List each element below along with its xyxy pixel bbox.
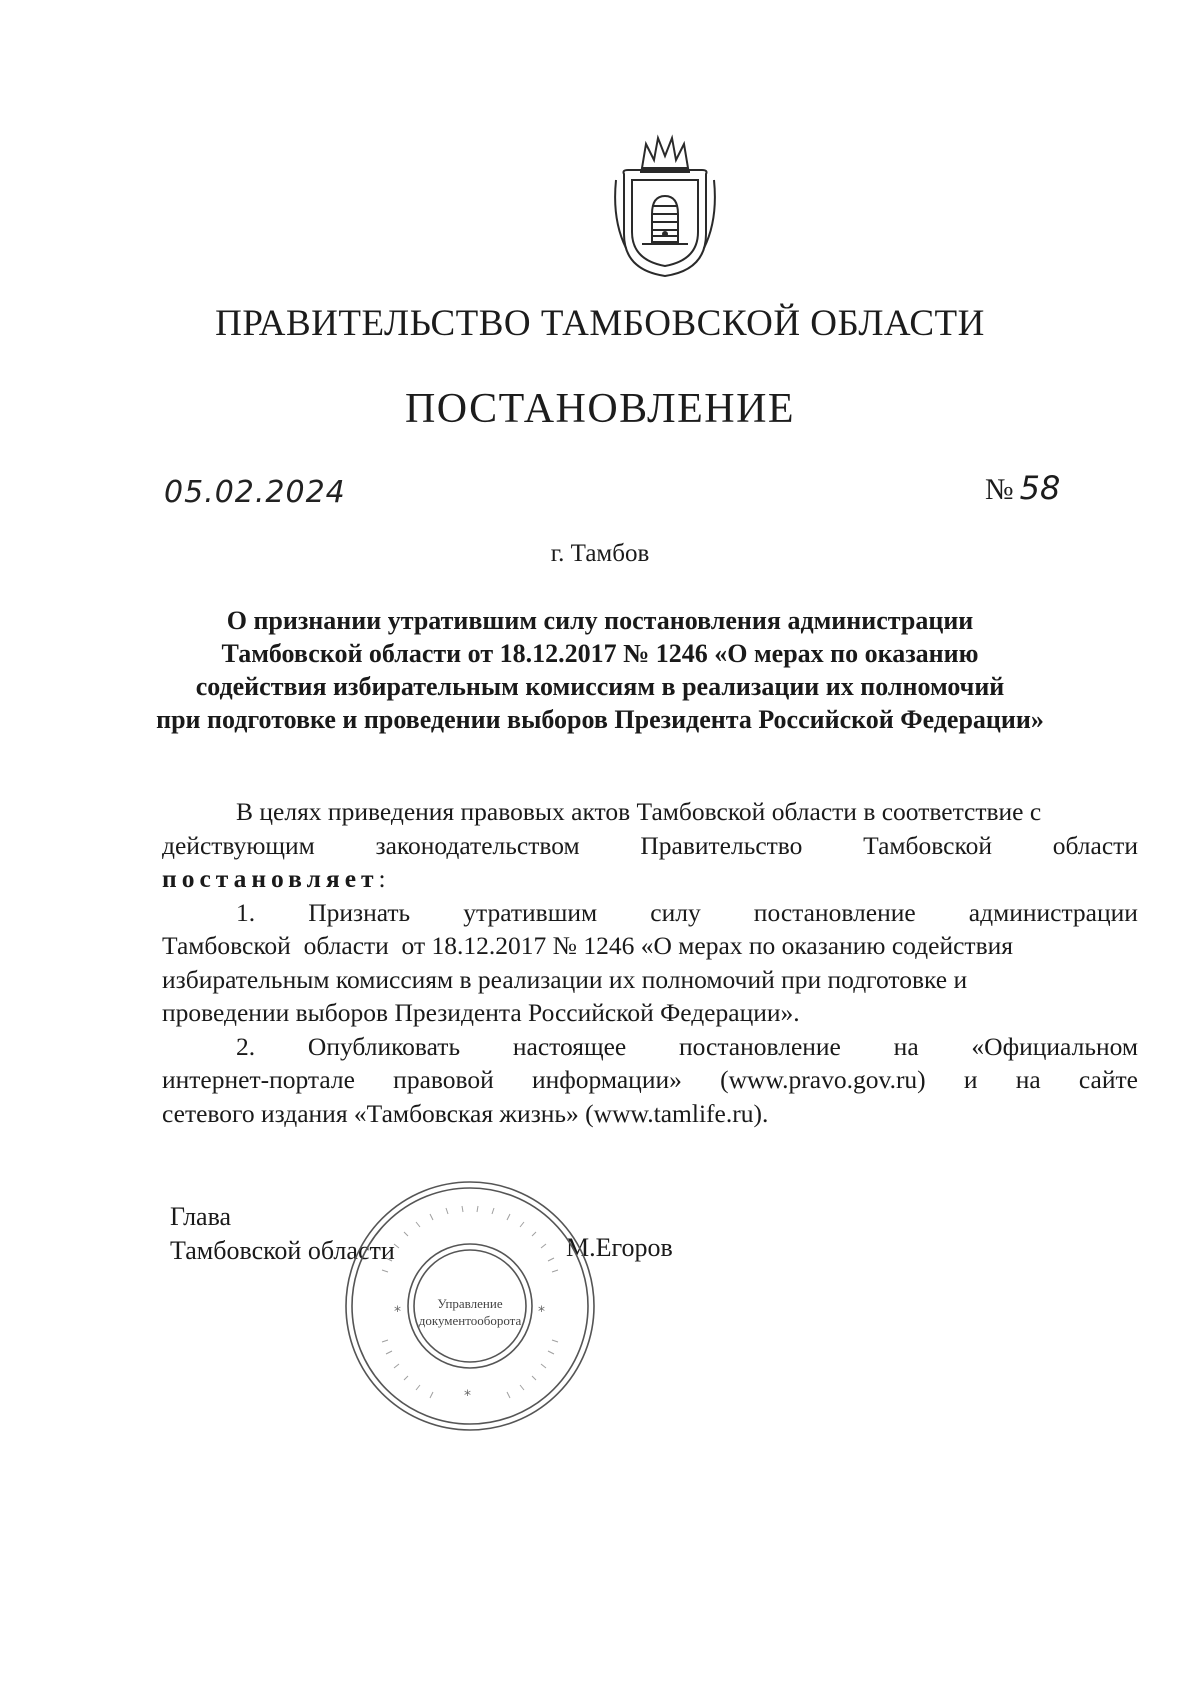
word: настоящее bbox=[512, 1031, 627, 1061]
seal-inner-line: Управление bbox=[437, 1296, 503, 1311]
body-line: проведении выборов Президента Российской Федерации». bbox=[162, 998, 800, 1027]
body-line bbox=[162, 896, 1138, 930]
city-line: г. Тамбов bbox=[550, 540, 650, 567]
decree-word: постановляет bbox=[162, 864, 379, 893]
word: администрации bbox=[968, 897, 1138, 927]
body-line bbox=[162, 1030, 1138, 1064]
word: постановление bbox=[679, 1031, 841, 1061]
svg-text:*: * bbox=[394, 1304, 401, 1320]
document-date: 05.02.2024 bbox=[164, 475, 346, 510]
body-line bbox=[162, 829, 1138, 863]
document-number bbox=[985, 469, 1060, 507]
word: 2. bbox=[236, 1031, 256, 1061]
body-line: избирательным комиссиям в реализации их полномочий при подготовке и bbox=[162, 964, 968, 994]
body-line bbox=[162, 1063, 1138, 1097]
subject-line: при подготовке и проведении выборов Президента Российской Федерации» bbox=[156, 705, 1044, 734]
word: Опубликовать bbox=[307, 1031, 461, 1061]
signer-name: М.Егоров bbox=[566, 1233, 673, 1262]
word: действующим bbox=[162, 830, 315, 860]
word: на bbox=[893, 1031, 919, 1061]
signer-position-line: Тамбовской области bbox=[170, 1236, 395, 1265]
body-line: Тамбовской области от 18.12.2017 № 1246 «О мерах по оказанию содействия bbox=[162, 931, 1013, 960]
seal-inner-line: документооборота bbox=[418, 1313, 522, 1328]
svg-text:*: * bbox=[464, 1388, 471, 1404]
subject-line: Тамбовской области от 18.12.2017 № 1246 «О мерах по оказанию bbox=[221, 639, 979, 668]
word: законодательством bbox=[375, 830, 580, 860]
svg-text:*: * bbox=[538, 1304, 545, 1320]
word: и bbox=[963, 1065, 978, 1094]
word: на bbox=[1015, 1065, 1041, 1094]
word: информации» bbox=[531, 1065, 682, 1094]
subject-line: О признании утратившим силу постановления администрации bbox=[226, 606, 974, 635]
word: 1. bbox=[236, 897, 256, 927]
document-type-title: ПОСТАНОВЛЕНИЕ bbox=[404, 386, 796, 432]
body-line bbox=[162, 862, 1138, 896]
word: интернет-портале bbox=[162, 1065, 355, 1094]
decree-colon: : bbox=[378, 864, 386, 893]
document-body bbox=[162, 795, 1138, 1130]
organization-title: ПРАВИТЕЛЬСТВО ТАМБОВСКОЙ ОБЛАСТИ bbox=[215, 303, 985, 344]
word: области bbox=[1052, 830, 1138, 860]
word: Тамбовской bbox=[863, 830, 992, 860]
subject-line: содействия избирательным комиссиям в реализации их полномочий bbox=[195, 672, 1005, 701]
body-line: сетевого издания «Тамбовская жизнь» (www.tamlife.ru). bbox=[162, 1098, 769, 1128]
word: правовой bbox=[393, 1065, 494, 1094]
word: утратившим bbox=[463, 897, 598, 927]
word: Правительство bbox=[640, 830, 803, 860]
word: Признать bbox=[308, 897, 411, 927]
signer-position-line: Глава bbox=[170, 1202, 232, 1231]
document-subject bbox=[100, 604, 1100, 736]
coat-of-arms-emblem bbox=[612, 130, 718, 280]
word: «Официальном bbox=[971, 1031, 1138, 1061]
word: (www.pravo.gov.ru) bbox=[720, 1065, 926, 1094]
word: силу bbox=[650, 897, 701, 927]
number-sign: № bbox=[985, 473, 1014, 506]
number-value: 58 bbox=[1019, 469, 1061, 507]
seal-inner-text bbox=[412, 1295, 528, 1329]
body-line: В целях приведения правовых актов Тамбовской области в соответствие с bbox=[236, 797, 1042, 826]
word: сайте bbox=[1078, 1065, 1138, 1094]
word: постановление bbox=[753, 897, 916, 927]
